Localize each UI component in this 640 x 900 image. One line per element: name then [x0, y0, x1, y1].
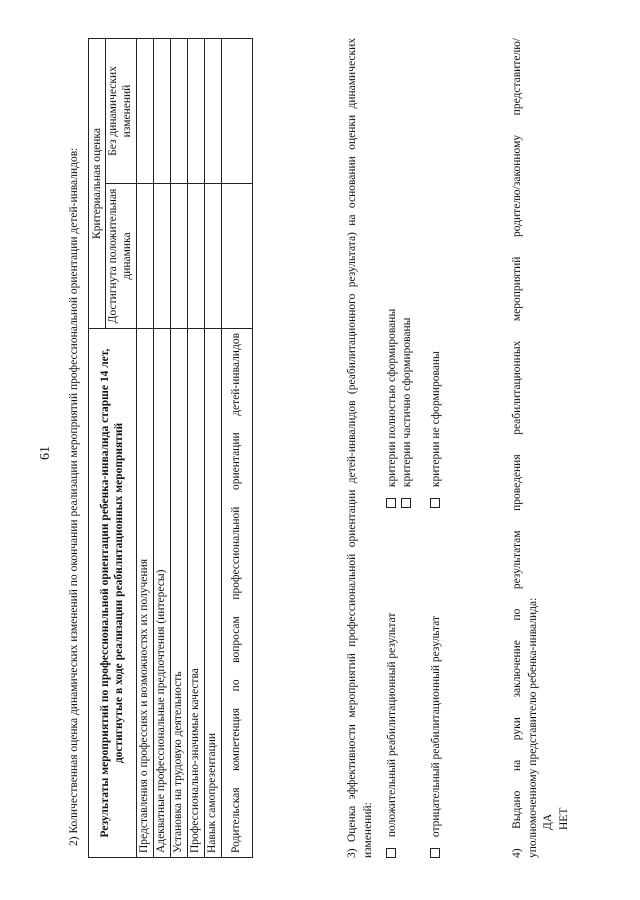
criteria-none-label: критерии не сформированы [430, 351, 442, 488]
table-row [187, 39, 204, 858]
rotated-document-page [10, 10, 630, 890]
header-criteria: Критериальная оценка [89, 39, 106, 329]
section-3-title: 3) Оценка эффективности мероприятий профессиональной ориентации детей-инвалидов (реабилитационного результата) на основании оценки динамических изменений: [346, 38, 374, 858]
cell-no-change [136, 39, 153, 184]
header-no-change: Без динамических изменений [106, 39, 137, 184]
cell-no-change [204, 39, 221, 184]
row-label: Навык самопрезентации [204, 329, 221, 858]
cell-no-change [170, 39, 187, 184]
positive-result-label: положительный реабилитационный результат [386, 612, 398, 838]
criteria-full-option [386, 309, 398, 508]
checkbox-icon[interactable] [386, 848, 396, 858]
checkbox-icon[interactable] [401, 498, 411, 508]
table-row [136, 39, 153, 858]
cell-achieved [204, 184, 221, 329]
row-label: Адекватные профессиональные предпочтения (интересы) [153, 329, 170, 858]
cell-achieved [221, 184, 252, 329]
section-4 [510, 38, 572, 858]
criteria-partial-label: критерии частично сформированы [401, 317, 413, 488]
section-3 [345, 38, 376, 858]
row-label: Представления о профессиях и возможностях их получения [136, 329, 153, 858]
cell-achieved [153, 184, 170, 329]
table-row [153, 39, 170, 858]
cell-achieved [187, 184, 204, 329]
answer-yes[interactable]: ДА [542, 813, 555, 830]
section-4-line-1: 4) Выдано на руки заключение по результатам проведения реабилитационных мероприятий родителю/законному представителю/ [511, 38, 523, 858]
negative-result-option [430, 616, 442, 858]
cell-no-change [187, 39, 204, 184]
cell-achieved [170, 184, 187, 329]
criteria-full-label: критерии полностью сформированы [386, 308, 398, 488]
row-label: Профессионально-значимые качества [187, 329, 204, 858]
cell-no-change [221, 39, 252, 184]
header-results: Результаты мероприятий по профессиональной ориентации ребенка-инвалида старше 14 лет, достигнутые в ходе реализации реабилитационных мероприятий [89, 329, 137, 858]
table-row [221, 39, 252, 858]
negative-result-label: отрицательный реабилитационный результат [430, 615, 442, 838]
section-2-title: 2) Количественная оценка динамических изменений по окончании реализации мероприятий профессиональной ориентации детей-инвалидов: [68, 147, 80, 846]
answer-no[interactable]: НЕТ [557, 807, 570, 830]
page-number: 61 [38, 446, 53, 460]
cell-no-change [153, 39, 170, 184]
checkbox-icon[interactable] [430, 848, 440, 858]
checkbox-icon[interactable] [386, 498, 396, 508]
positive-result-option [386, 613, 398, 858]
header-achieved: Достигнута положительная динамика [106, 184, 137, 329]
table-row [204, 39, 221, 858]
section-4-line-2: уполномоченному представителю ребенка-инвалида: [526, 597, 539, 858]
table-row [170, 39, 187, 858]
results-table [88, 38, 253, 858]
row-label: Родительская компетенция по вопросам профессиональной ориентации детей-инвалидов [221, 329, 252, 858]
cell-achieved [136, 184, 153, 329]
checkbox-icon[interactable] [430, 498, 440, 508]
criteria-none-option [430, 351, 442, 508]
criteria-partial-option [401, 318, 413, 508]
row-label: Установка на трудовую деятельность [170, 329, 187, 858]
